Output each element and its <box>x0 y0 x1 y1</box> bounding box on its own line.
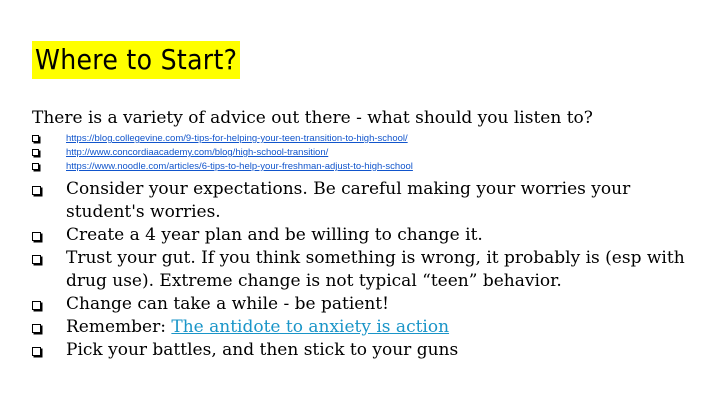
checkbox-bullet-icon <box>32 347 41 356</box>
checkbox-bullet-icon <box>32 163 39 170</box>
advice-text: Create a 4 year plan and be willing to change it. <box>66 225 483 245</box>
advice-text: Change can take a while - be patient! <box>66 294 389 314</box>
checkbox-bullet-icon <box>32 149 39 156</box>
advice-item <box>32 247 702 293</box>
checkbox-bullet-icon <box>32 255 41 264</box>
advice-item <box>32 178 702 224</box>
advice-item <box>32 339 702 362</box>
intro-text: There is a variety of advice out there - what should you listen to? <box>32 108 593 128</box>
checkbox-bullet-icon <box>32 232 41 241</box>
noodle-link[interactable]: https://www.noodle.com/articles/6-tips-to-help-your-freshman-adjust-to-high-school <box>66 161 413 172</box>
link-item <box>32 146 413 160</box>
checkbox-bullet-icon <box>32 301 41 310</box>
anxiety-action-link[interactable]: The antidote to anxiety is action <box>171 317 450 337</box>
advice-text: Consider your expectations. Be careful making your worries your student's worries. <box>66 179 631 222</box>
link-item <box>32 160 413 174</box>
advice-list <box>32 178 702 362</box>
slide-title: Where to Start? <box>32 41 240 79</box>
checkbox-bullet-icon <box>32 135 39 142</box>
link-item <box>32 132 413 146</box>
collegevine-link[interactable]: https://blog.collegevine.com/9-tips-for-helping-your-teen-transition-to-high-school/ <box>66 133 408 144</box>
advice-item <box>32 224 702 247</box>
advice-text: Trust your gut. If you think something is wrong, it probably is (esp with drug use). Extreme change is not typical “teen” behavior. <box>66 248 685 291</box>
link-list <box>32 132 413 174</box>
advice-item <box>32 316 702 339</box>
checkbox-bullet-icon <box>32 324 41 333</box>
advice-item <box>32 293 702 316</box>
advice-text: Pick your battles, and then stick to your guns <box>66 340 459 360</box>
remember-prefix: Remember: <box>66 317 172 337</box>
concordia-link[interactable]: http://www.concordiaacademy.com/blog/high-school-transition/ <box>66 147 329 158</box>
checkbox-bullet-icon <box>32 186 41 195</box>
